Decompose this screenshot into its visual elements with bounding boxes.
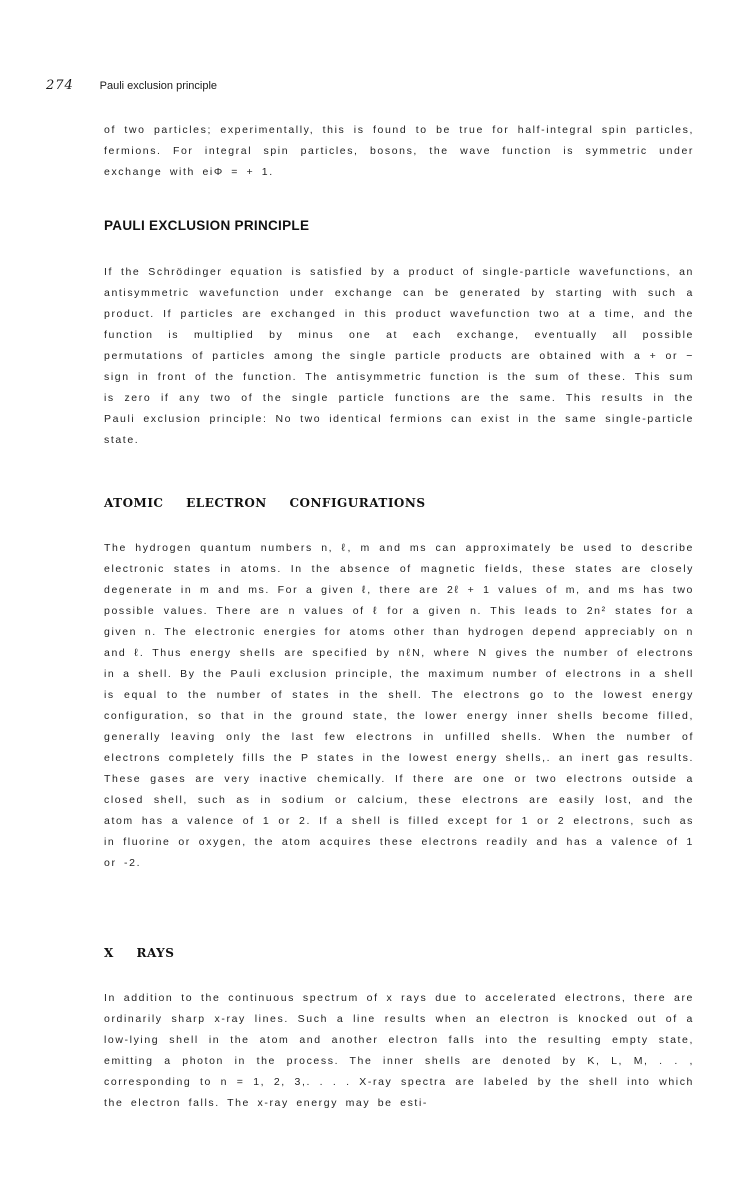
section-heading-atomic-electron-configurations: ATOMIC ELECTRON CONFIGURATIONS xyxy=(104,496,426,510)
running-title: Pauli exclusion principle xyxy=(99,80,218,92)
paragraph-pauli-principle: If the Schrödinger equation is satisfied by a product of single-particle wavefunctions, an antisymmetric wavefunction under exchange can be generated by starting with such a product. If particles are exchanged in this product wavefunction two at a time, and the function is multiplied by minus one at each exchange, eventually all possible permutations of particles among the single particle products are obtained with a + or − sign in front of the function. The antisymmetric function is the sum of these. This sum is zero if any two of the single particle functions are the same. This results in the Pauli exclusion principle: No two identical fermions can exist in the same single-particle state. xyxy=(104,266,694,446)
paragraph-electron-configurations: The hydrogen quantum numbers n, ℓ, m and ms can approximately be used to describe electronic states in atoms. In the absence of magnetic fields, these states are closely degenerate in m and ms. For a given ℓ, there are 2ℓ + 1 values of m, and ms has two possible values. There are n values of ℓ for a given n. This leads to 2n² states for a given n. The electronic energies for atoms other than hydrogen depend appreciably on n and ℓ. Thus energy shells are specified by nℓN, where N gives the number of electrons in a shell. By the Pauli exclusion principle, the maximum number of electrons in a shell is equal to the number of states in the shell. The electrons go to the lowest energy configuration, so that in the ground state, the lower energy inner shells become filled, generally leaving only the last few electrons in unfilled shells. When the number of electrons completely fills the P states in the lowest energy shells,. an inert gas results. These gases are very inactive chemically. If there are one or two electrons outside a closed shell, such as in sodium or calcium, these electrons are easily lost, and the atom has a valence of 1 or 2. If a shell is filled except for 1 or 2 electrons, such as in fluorine or oxygen, the atom acquires these electrons readily and has a valence of 1 or -2. xyxy=(104,542,694,869)
page-number: 274 xyxy=(46,78,74,93)
running-head xyxy=(46,78,217,93)
section-heading-x-rays: X RAYS xyxy=(104,946,175,960)
section-heading-pauli-exclusion-principle: PAULI EXCLUSION PRINCIPLE xyxy=(104,218,310,233)
paragraph-intro-continuation: of two particles; experimentally, this is found to be true for half-integral spin particles, fermions. For integral spin particles, bosons, the wave function is symmetric under exchange with eiΦ = + 1. xyxy=(104,124,694,178)
paragraph-x-rays: In addition to the continuous spectrum of x rays due to accelerated electrons, there are ordinarily sharp x-ray lines. Such a line results when an electron is knocked out of a low-lying shell in the atom and another electron falls into the resulting empty state, emitting a photon in the process. The inner shells are denoted by K, L, M, . . , corresponding to n = 1, 2, 3,. . . . X-ray spectra are labeled by the shell into which the electron falls. The x-ray energy may be esti- xyxy=(104,992,694,1109)
